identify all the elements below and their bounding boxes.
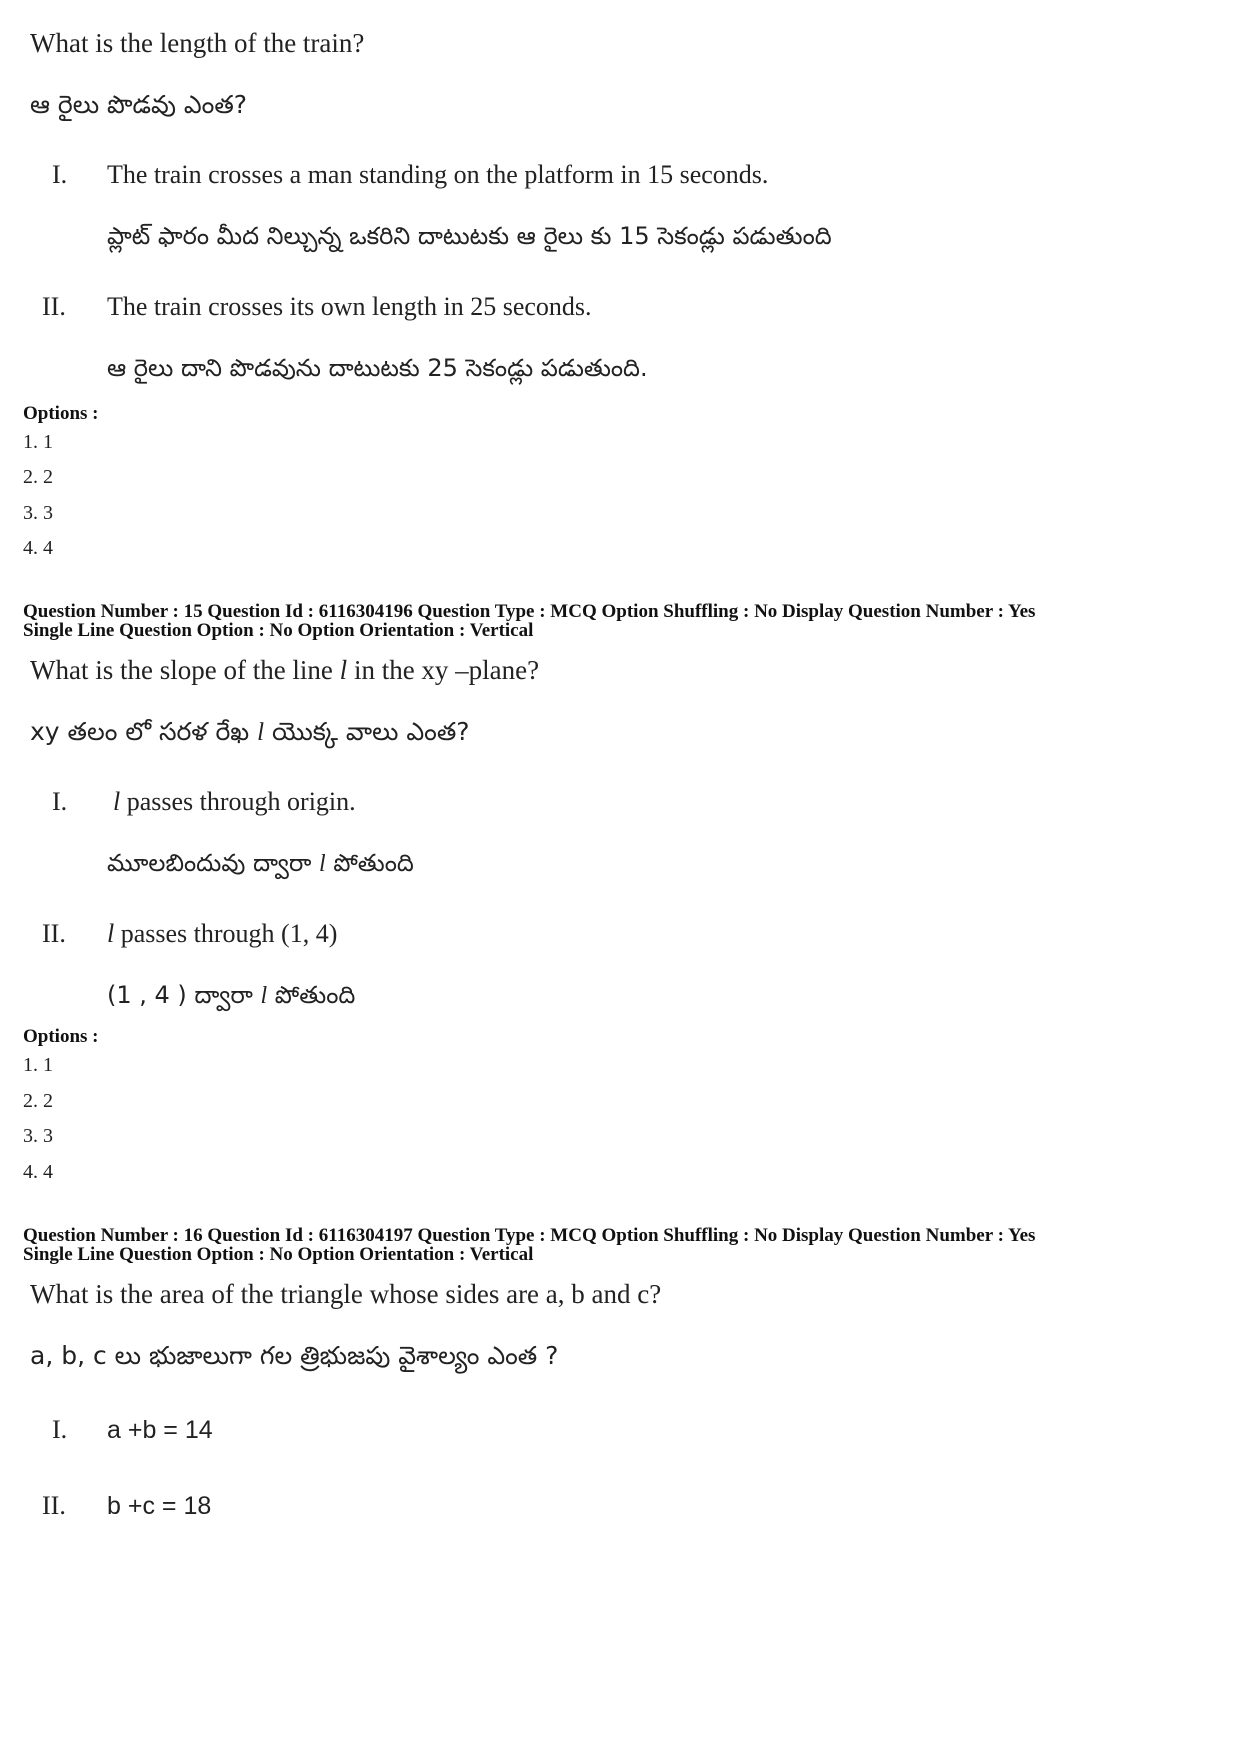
q14-option-4: 4. 4 — [23, 537, 53, 559]
q15-option-3: 3. 3 — [23, 1125, 53, 1147]
q14-option-3: 3. 3 — [23, 502, 53, 524]
q14-statement-1-te: ప్లాట్ ఫారం మీద నిల్చున్న ఒకరిని దాటుటకు ఆ రైలు కు 15 సెకండ్లు పడుతుంది — [107, 222, 832, 250]
q15-statement-1-te: మూలబిందువు ద్వారా l పోతుంది — [107, 849, 414, 877]
q15-metadata-line-2: Single Line Question Option : No Option Orientation : Vertical — [23, 620, 534, 641]
q15-options-label: Options : — [23, 1026, 99, 1047]
q15-option-4: 4. 4 — [23, 1161, 53, 1183]
q16-metadata-line-2: Single Line Question Option : No Option Orientation : Vertical — [23, 1244, 534, 1265]
q15-statement-2-te: (1 , 4 ) ద్వారా l పోతుంది — [107, 981, 356, 1009]
q14-question-en: What is the length of the train? — [30, 28, 365, 58]
q15-statement-2-en: l passes through (1, 4) — [107, 919, 338, 948]
q16-statement-2-number: II. — [42, 1491, 66, 1520]
q15-question-en: What is the slope of the line l in the xy –plane? — [30, 655, 540, 685]
q15-question-te: xy తలం లో సరళ రేఖ l యొక్క వాలు ఎంత? — [30, 717, 470, 746]
q15-option-1: 1. 1 — [23, 1054, 53, 1076]
q14-option-1: 1. 1 — [23, 431, 53, 453]
q16-question-en: What is the area of the triangle whose sides are a, b and c? — [30, 1279, 662, 1309]
q15-metadata-line-1: Question Number : 15 Question Id : 6116304196 Question Type : MCQ Option Shuffling : No Display Question Number : Yes — [23, 601, 1036, 622]
q14-options-label: Options : — [23, 403, 99, 424]
q16-question-te: a, b, c లు భుజాలుగా గల త్రిభుజపు వైశాల్యం ఎంత ? — [30, 1341, 559, 1370]
q14-option-2: 2. 2 — [23, 466, 53, 488]
q16-metadata-line-1: Question Number : 16 Question Id : 6116304197 Question Type : MCQ Option Shuffling : No Display Question Number : Yes — [23, 1225, 1036, 1246]
q14-statement-2-te: ఆ రైలు దాని పొడవును దాటుటకు 25 సెకండ్లు పడుతుంది. — [107, 354, 648, 382]
q15-statement-2-number: II. — [42, 919, 66, 948]
q16-statement-1-expr: a +b = 14 — [107, 1416, 213, 1444]
q14-statement-2-en: The train crosses its own length in 25 seconds. — [107, 292, 592, 321]
q16-statement-1-number: I. — [52, 1415, 68, 1444]
q15-option-2: 2. 2 — [23, 1090, 53, 1112]
q16-statement-2-expr: b +c = 18 — [107, 1492, 212, 1520]
q15-statement-1-number: I. — [52, 787, 68, 816]
q14-statement-1-number: I. — [52, 160, 68, 189]
q14-statement-2-number: II. — [42, 292, 66, 321]
q15-statement-1-en: l passes through origin. — [113, 787, 356, 816]
q14-question-te: ఆ రైలు పొడవు ఎంత? — [30, 90, 248, 119]
q14-statement-1-en: The train crosses a man standing on the platform in 15 seconds. — [107, 160, 769, 189]
